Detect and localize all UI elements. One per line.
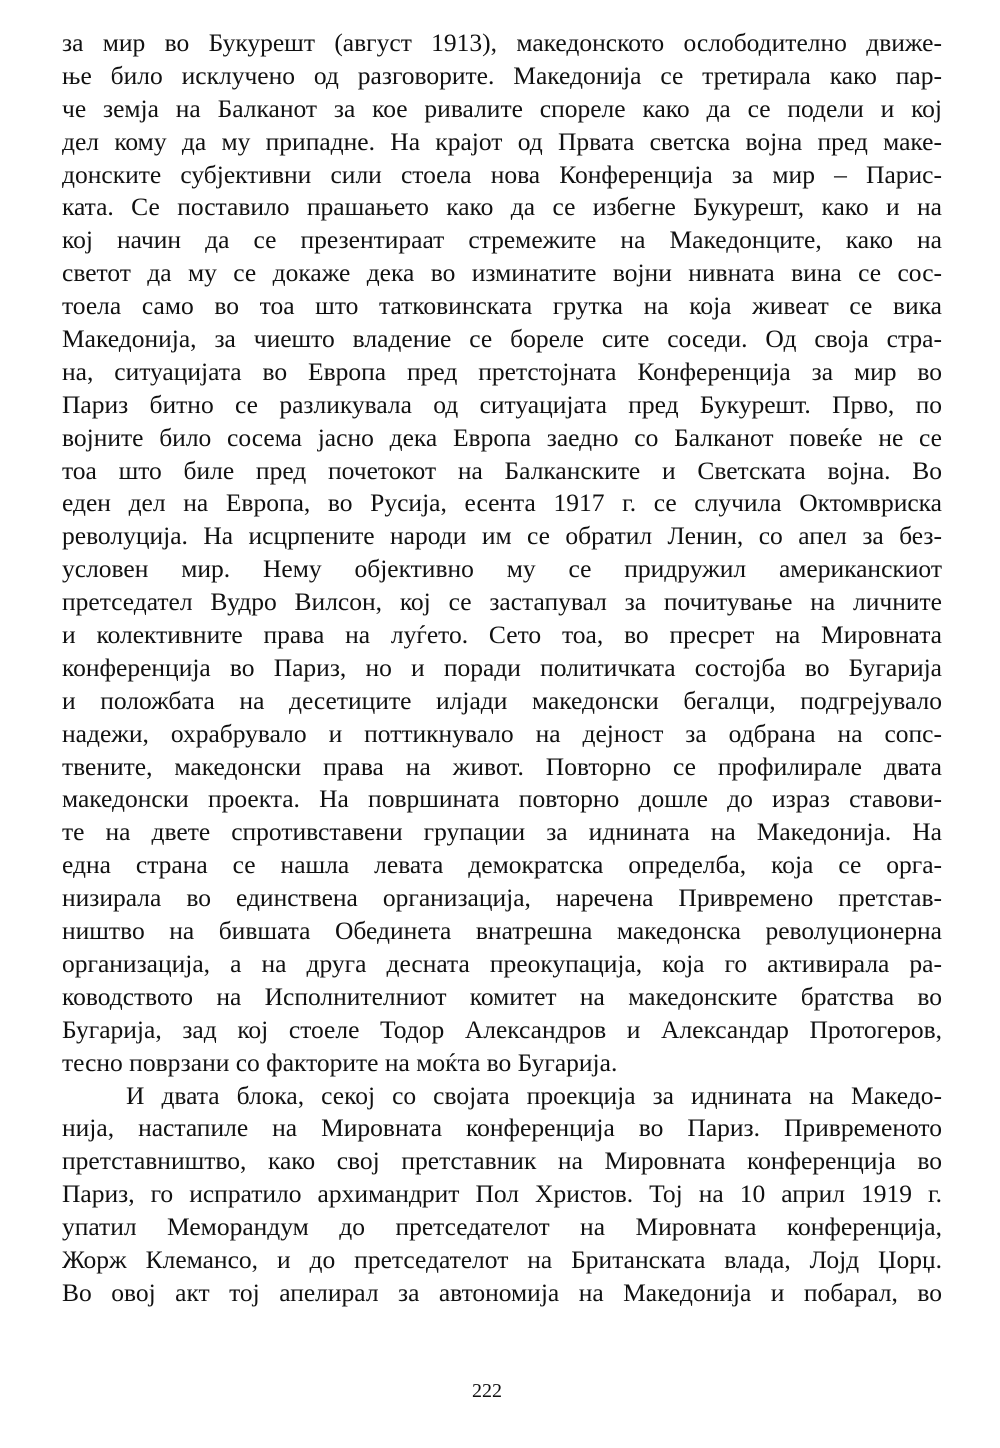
page-number: 222 <box>472 1380 502 1402</box>
text-line: те на двете спротивставени групации за иднината на Македонија. На <box>62 817 942 847</box>
text-line: Жорж Клемансо, и до претседателот на Британската влада, Лојд Џорџ. <box>62 1244 942 1274</box>
text-line: претседател Вудро Вилсон, кој се застапувал за почитување на личните <box>62 587 942 617</box>
text-line: конференција во Париз, но и поради политичката состојба во Бугарија <box>62 652 942 682</box>
text-line: Бугарија, зад кој стоеле Тодор Александров и Александар Протогеров, <box>62 1014 942 1044</box>
text-line: ништво на бившата Обединета внатрешна македонска револуционерна <box>62 916 942 946</box>
text-line: ње било исклучено од разговорите. Македонија се третирала како пар- <box>62 60 942 90</box>
text-line: ководството на Исполнителниот комитет на македонските братства во <box>62 981 942 1011</box>
text-line: надежи, охрабрувало и поттикнувало на дејност за одбрана на сопс- <box>62 718 942 748</box>
text-line: еден дел на Европа, во Русија, есента 1917 г. се случила Октомвриска <box>62 488 942 518</box>
text-line: И двата блока, секој со својата проекција за иднината на Македо- <box>126 1080 942 1110</box>
text-line: и колективните права на луѓето. Сето тоа, во пресрет на Мировната <box>62 620 942 650</box>
text-line: и положбата на десетиците илјади македонски бегалци, подгрејувало <box>62 685 942 715</box>
text-line: Во овој акт тој апелирал за автономија на Македонија и побарал, во <box>62 1277 942 1307</box>
text-line: Париз битно се разликувала од ситуацијата пред Букурешт. Прво, по <box>62 389 942 419</box>
text-line: че земја на Балканот за кое ривалите спореле како да се подели и кој <box>62 93 942 123</box>
text-line: кој начин да се презентираат стремежите на Македонците, како на <box>62 225 942 255</box>
text-line: тоела само во тоа што татковинската грутка на која живеат се вика <box>62 291 942 321</box>
text-line: тесно поврзани со факторите на моќта во Бугарија. <box>62 1047 618 1077</box>
text-line: револуција. На исцрпените народи им се обратил Ленин, со апел за без- <box>62 521 942 551</box>
page-body-text <box>62 27 942 1310</box>
text-line: условен мир. Нему објективно му се придружил американскиот <box>62 554 942 584</box>
text-line: ката. Се поставило прашањето како да се избегне Букурешт, како и на <box>62 192 942 222</box>
text-line: Македонија, за чиешто владение се бореле сите соседи. Од своја стра- <box>62 324 942 354</box>
text-line: светот да му се докаже дека во изминатите војни нивната вина се сос- <box>62 258 942 288</box>
text-line: Париз, го испратило архимандрит Пол Христов. Тој на 10 април 1919 г. <box>62 1179 942 1209</box>
text-line: упатил Меморандум до претседателот на Мировната конференција, <box>62 1212 942 1242</box>
text-line: донските субјективни сили стоела нова Конференција за мир – Парис- <box>62 159 942 189</box>
text-line: претставништво, како свој претставник на Мировната конференција во <box>62 1146 942 1176</box>
text-line: организација, а на друга десната преокупација, која го активирала ра- <box>62 948 942 978</box>
text-line: македонски проекта. На површината повторно дошле до израз ставови- <box>62 784 942 814</box>
text-line: нија, настапиле на Мировната конференција во Париз. Привременото <box>62 1113 942 1143</box>
text-line: на, ситуацијата во Европа пред претстојната Конференција за мир во <box>62 356 942 386</box>
text-line: дел кому да му припадне. На крајот од Првата светска војна пред маке- <box>62 126 942 156</box>
text-line: твените, македонски права на живот. Повторно се профилирале двата <box>62 751 942 781</box>
text-line: тоа што биле пред почетокот на Балканските и Светската војна. Во <box>62 455 942 485</box>
text-line: низирала во единствена организација, наречена Привремено претстав- <box>62 883 942 913</box>
paragraph <box>62 27 942 1080</box>
text-line: за мир во Букурешт (август 1913), македонското ослободително движе- <box>62 28 942 57</box>
text-line: една страна се нашла левата демократска определба, која се орга- <box>62 850 942 880</box>
paragraph <box>62 1080 942 1310</box>
text-line: војните било сосема јасно дека Европа заедно со Балканот повеќе не се <box>62 422 942 452</box>
